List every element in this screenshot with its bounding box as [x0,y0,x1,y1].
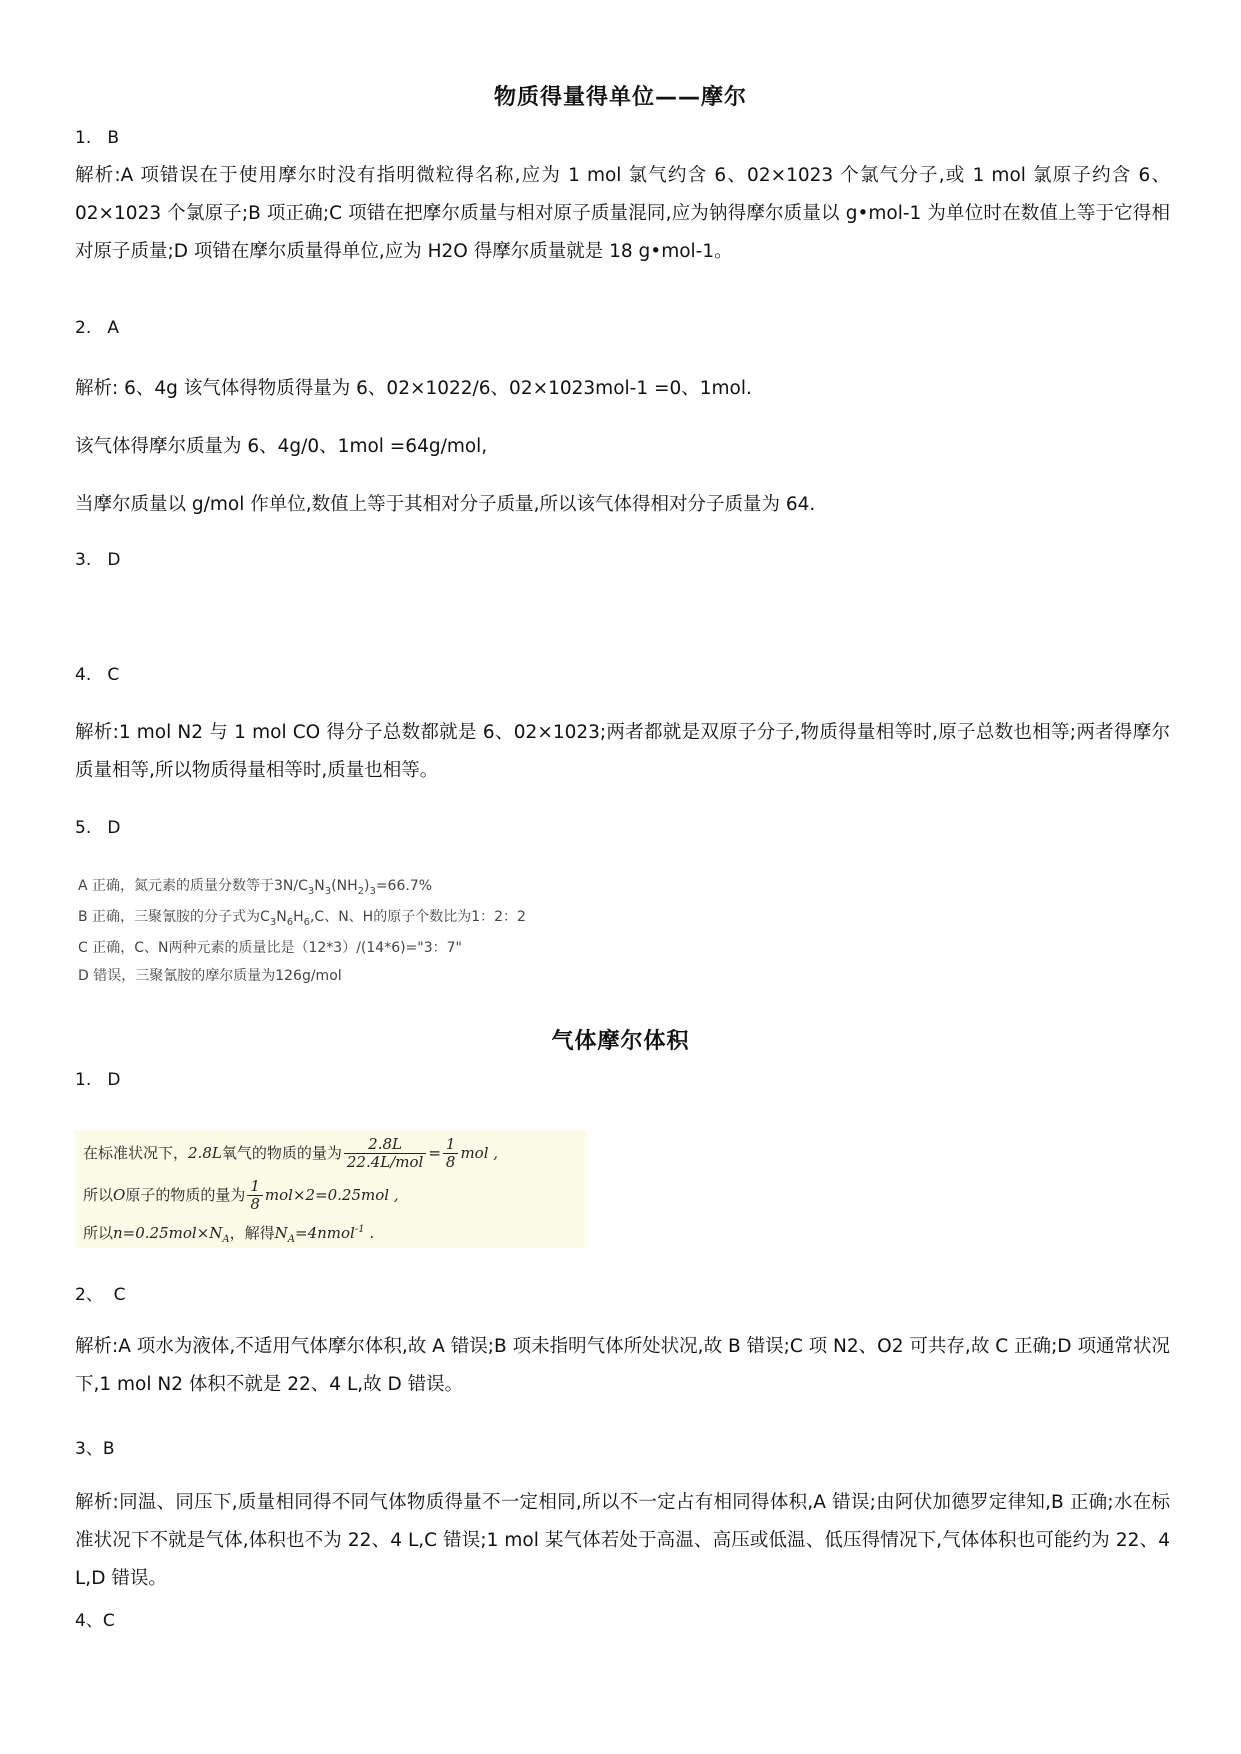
answer-5-option-a: A 正确，氮元素的质量分数等于$3N/C_3N_3(NH_2)_3=66.7\%$ [78,878,433,897]
fraction-one-eighth: $\frac{1}{8}$ [443,1136,459,1171]
answer-1-number: 1. B [75,128,120,148]
formula-line-2: 所以O原子的物质的量为 $\frac{1}{8}$ mol×2=0.25mol , [83,1177,399,1213]
answer-2-line-2: 该气体得摩尔质量为 6、4g/0、1mol =64g/mol, [75,436,488,457]
gas-answer-2-number: 2、 C [75,1285,126,1305]
formula-line-3: 所以$n=0.25mol\times N_A$，解得$N_A=4nmol^{-1}$ . [83,1224,375,1245]
answer-3-number: 3. D [75,550,121,570]
answer-5-option-b: B 正确，三聚氰胺的分子式为$C_3N_6H_6,C$、N、H的原子个数比为1：2：2 [78,909,526,928]
gas-answer-1-number: 1. D [75,1070,121,1090]
fraction-one-eighth-2: $\frac{1}{8}$ [247,1178,263,1213]
answer-2-number: 2. A [75,318,120,338]
gas-answer-1-formula-image [75,1130,587,1248]
gas-answer-4-number: 4、C [75,1611,115,1631]
formula-line-1: 在标准状况下，2.8L氧气的物质的量为 $\frac{2.8L}{\text{22.4L/mol}}$ = $\frac{1}{8}$ mol , [83,1135,499,1171]
answer-4-number: 4. C [75,665,120,685]
fraction-volume: $\frac{2.8L}{\text{22.4L/mol}}$ [344,1136,426,1171]
section-title-gas-molar-volume: 气体摩尔体积 [551,1029,690,1054]
gas-answer-3-explanation: 解析:同温、同压下,质量相同得不同气体物质得量不一定相同,所以不一定占有相同得体积,A 错误;由阿伏加德罗定律知,B 正确;水在标准状况下不就是气体,体积也不为 22、4 L,C 错误;1 mol 某气体若处于高温、高压或低温、低压得情况下,气体体积也可能约为 22、4 L,D 错误。 [75,1492,1170,1589]
gas-answer-2-explanation: 解析:A 项水为液体,不适用气体摩尔体积,故 A 错误;B 项未指明气体所处状况,故 B 错误;C 项 N2、O2 可共存,故 C 正确;D 项通常状况下,1 mol N2 体积不就是 22、4 L,故 D 错误。 [75,1336,1170,1395]
answer-5-option-c: C 正确，C、N两种元素的质量比是（12*3）/(14*6)="3：7" [78,940,462,956]
answer-2-line-1: 解析: 6、4g 该气体得物质得量为 6、02×1022/6、02×1023mol-1 =0、1mol. [75,378,752,399]
answer-2-line-3: 当摩尔质量以 g/mol 作单位,数值上等于其相对分子质量,所以该气体得相对分子质量为 64. [75,494,816,515]
section-title-mole: 物质得量得单位——摩尔 [493,85,747,110]
answer-5-option-d: D 错误，三聚氰胺的摩尔质量为126g/mol [78,968,342,984]
answer-5-number: 5. D [75,818,121,838]
answer-1-explanation: 解析:A 项错误在于使用摩尔时没有指明微粒得名称,应为 1 mol 氯气约含 6、02×1023 个氯气分子,或 1 mol 氯原子约含 6、02×1023 个氯原子;B 项正确;C 项错在把摩尔质量与相对原子质量混同,应为钠得摩尔质量以 g•mol-1 为单位时在数值上等于它得相对原子质量;D 项错在摩尔质量得单位,应为 H2O 得摩尔质量就是 18 g•mol-1。 [75,165,1170,262]
answer-4-explanation: 解析:1 mol N2 与 1 mol CO 得分子总数都就是 6、02×1023;两者都就是双原子分子,物质得量相等时,原子总数也相等;两者得摩尔质量相等,所以物质得量相等时,质量也相等。 [75,722,1170,781]
gas-answer-3-number: 3、B [75,1439,115,1459]
